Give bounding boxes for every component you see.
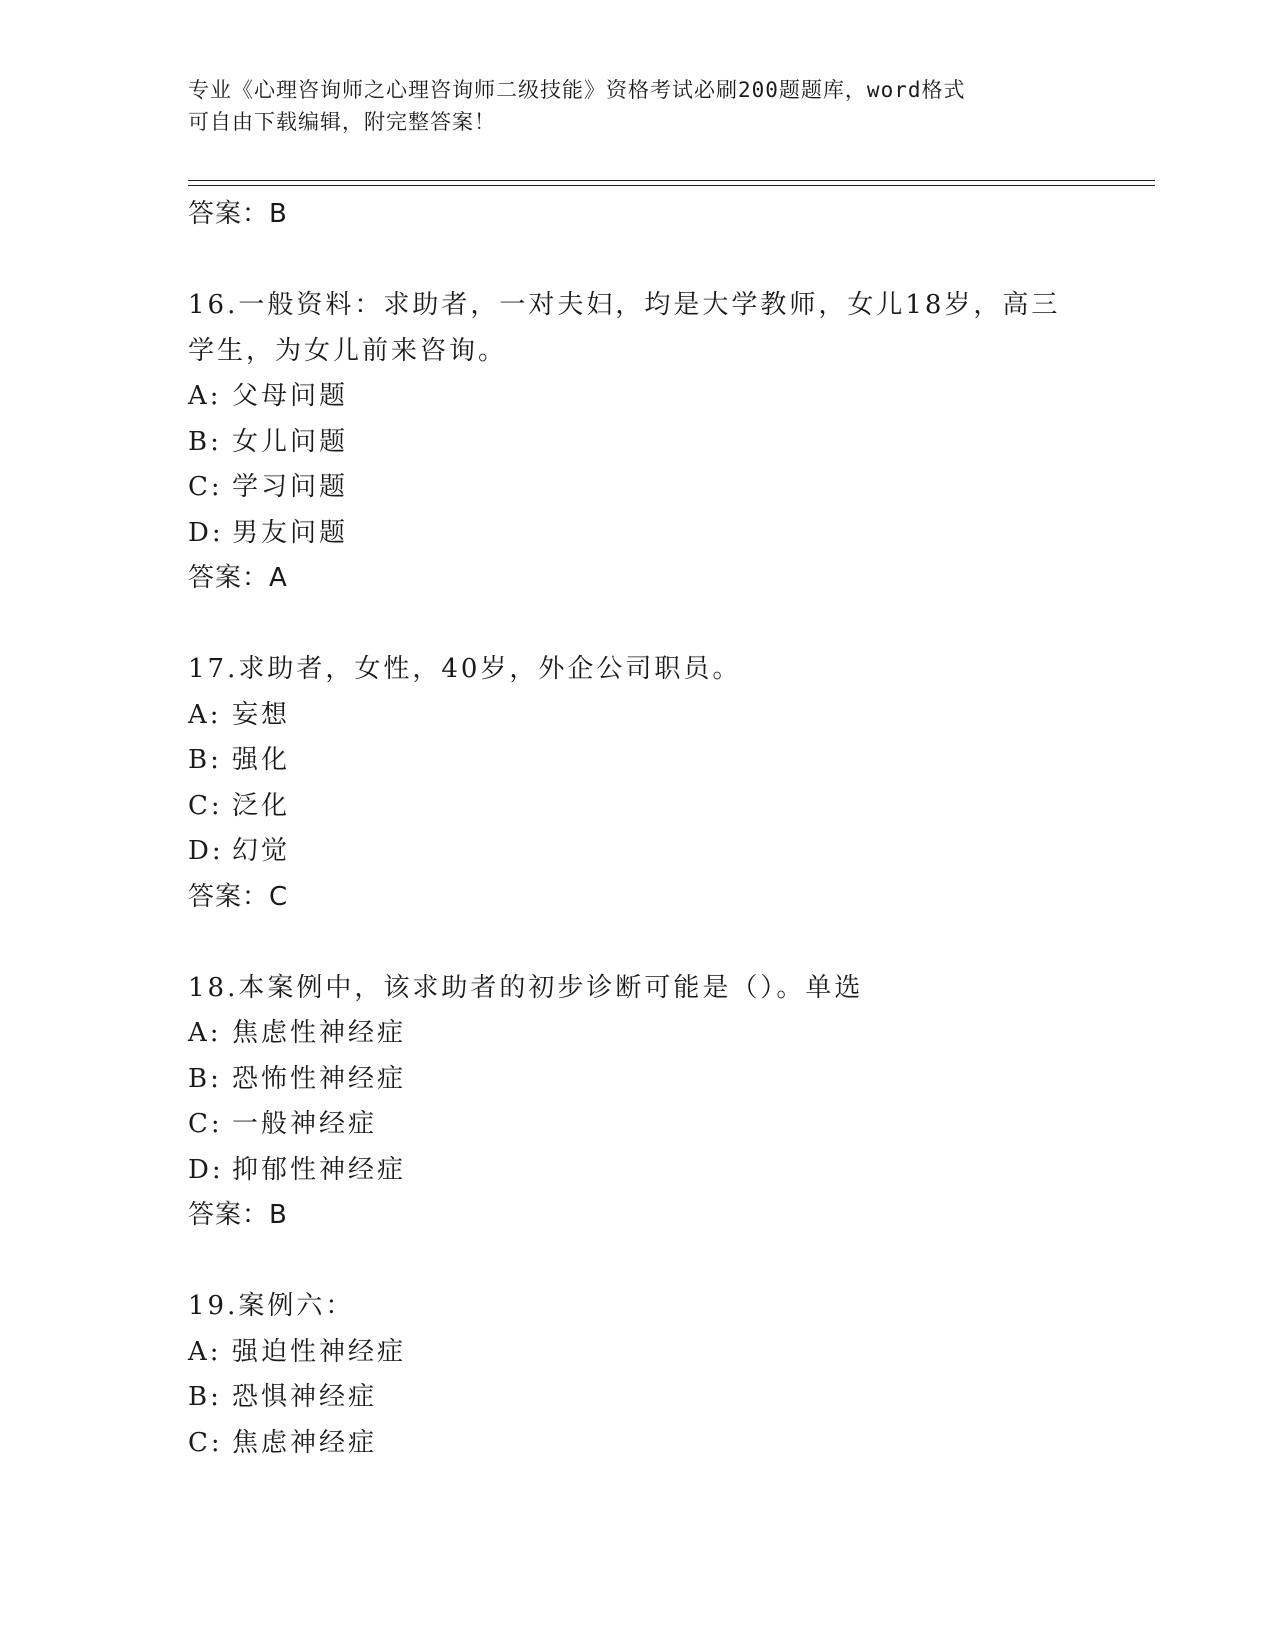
option-text: 父母问题 [232,381,349,411]
option-label: D: [188,1154,224,1185]
option-label: B: [188,426,222,457]
header-line-1: 专业《心理咨询师之心理咨询师二级技能》资格考试必刷200题题库，word格式 [188,78,966,102]
option-text: 焦虑神经症 [232,1427,378,1458]
previous-answer: 答案：B [188,199,288,229]
option-label: C: [188,790,223,821]
option-text: 妄想 [232,699,291,730]
question-stem: 16.一般资料：求助者，一对夫妇，均是大学教师，女儿18岁，高三 [188,290,1061,320]
document-header [188,74,1088,138]
question-stem: 学生，为女儿前来咨询。 [188,335,508,366]
option-label: C: [188,1109,223,1139]
option-c [188,1421,1148,1467]
option-a [188,693,1148,739]
option-text: 学习问题 [232,472,349,502]
header-line-2: 可自由下载编辑，附完整答案！ [188,110,496,134]
spacer [188,602,1148,648]
option-text: 恐惧神经症 [232,1382,378,1412]
option-label: A: [188,381,222,411]
option-a [188,1330,1148,1376]
option-b [188,420,1148,466]
option-label: B: [188,1063,222,1094]
option-c [188,465,1148,511]
question-block [188,1284,1148,1466]
spacer [188,238,1148,284]
option-label: A: [188,1336,222,1367]
spacer [188,1239,1148,1285]
option-text: 强迫性神经症 [232,1336,407,1367]
option-b [188,1057,1148,1103]
option-label: B: [188,1382,222,1412]
option-label: C: [188,472,223,502]
answer-line: 答案：C [188,881,289,912]
option-label: D: [188,836,224,866]
question-list [188,192,1148,1466]
option-label: B: [188,745,222,775]
option-label: C: [188,1427,223,1458]
option-label: D: [188,517,224,548]
question-stem: 17.求助者，女性，40岁，外企公司职员。 [188,654,742,684]
header-divider-top [188,180,1155,181]
option-text: 恐怖性神经症 [232,1063,407,1094]
option-d [188,829,1148,875]
option-label: A: [188,1018,222,1048]
option-text: 男友问题 [232,517,349,548]
option-text: 泛化 [232,790,291,821]
option-text: 一般神经症 [232,1109,378,1139]
option-a [188,1011,1148,1057]
answer-line: 答案：A [188,563,288,593]
option-b [188,738,1148,784]
option-d [188,511,1148,557]
option-d [188,1148,1148,1194]
option-c [188,784,1148,830]
option-text: 焦虑性神经症 [232,1018,407,1048]
spacer [188,920,1148,966]
option-c [188,1102,1148,1148]
question-block [188,966,1148,1239]
option-text: 抑郁性神经症 [232,1154,407,1185]
option-label: A: [188,699,222,730]
question-stem: 18.本案例中，该求助者的初步诊断可能是（）。单选 [188,972,864,1003]
header-divider-bottom [188,185,1155,186]
answer-line: 答案：B [188,1200,288,1230]
option-a [188,374,1148,420]
option-b [188,1375,1148,1421]
option-text: 强化 [232,745,291,775]
question-block [188,283,1148,602]
question-block [188,647,1148,920]
question-stem: 19.案例六： [188,1291,355,1321]
option-text: 幻觉 [232,836,291,866]
option-text: 女儿问题 [232,426,349,457]
